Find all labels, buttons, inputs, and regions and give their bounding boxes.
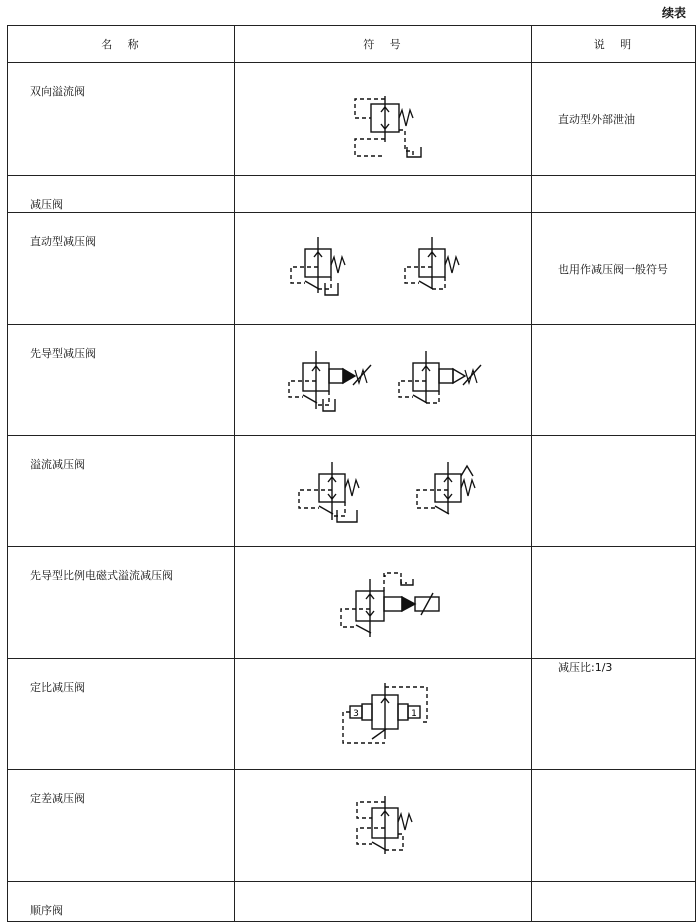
row-note: [532, 436, 696, 547]
symbol-cell: [235, 176, 532, 213]
direct-reducing-valve-symbols: [235, 213, 532, 324]
differential-reducing-valve-symbol: [235, 770, 532, 881]
symbol-table: [7, 25, 696, 922]
table-row: [8, 770, 696, 882]
row-name: 定差减压阀: [8, 770, 235, 882]
continued-table-label: 续表: [661, 6, 686, 20]
row-name: 溢流减压阀: [8, 436, 235, 547]
row-note: [532, 325, 696, 436]
header-name: 名 称: [8, 26, 235, 63]
symbol-cell: [235, 213, 532, 325]
row-note: [532, 176, 696, 213]
table-row: [8, 436, 696, 547]
two-way-relief-valve-symbol: [235, 63, 532, 175]
row-name: 双向溢流阀: [8, 63, 235, 176]
row-note: 减压比:1/3: [532, 659, 696, 770]
table-row: [8, 63, 696, 176]
table-header-row: [8, 26, 696, 63]
symbol-cell: [235, 547, 532, 659]
table-row: [8, 213, 696, 325]
symbol-cell: [235, 63, 532, 176]
row-note: 也用作减压阀一般符号: [532, 213, 696, 325]
row-name: 定比减压阀: [8, 659, 235, 770]
row-note: [532, 882, 696, 922]
header-symbol: 符 号: [235, 26, 532, 63]
row-name: 先导型减压阀: [8, 325, 235, 436]
symbol-cell: [235, 882, 532, 922]
table-row: [8, 547, 696, 659]
row-note: 直动型外部泄油: [532, 63, 696, 176]
table-row: [8, 176, 696, 213]
row-note: [532, 770, 696, 882]
table-row: [8, 325, 696, 436]
table-row: [8, 882, 696, 922]
symbol-cell: [235, 325, 532, 436]
pilot-reducing-valve-symbols: [235, 325, 532, 435]
relief-reducing-valve-symbols: [235, 436, 532, 546]
symbol-cell: [235, 436, 532, 547]
ratio-label-1: 1: [411, 709, 417, 719]
row-name: 减压阀: [8, 176, 235, 213]
row-name: 直动型减压阀: [8, 213, 235, 325]
row-name: 先导型比例电磁式溢流减压阀: [8, 547, 235, 659]
pilot-proportional-solenoid-relief-reducing-valve-symbol: [235, 547, 532, 658]
symbol-cell: [235, 770, 532, 882]
row-name: 顺序阀: [8, 882, 235, 922]
row-note: [532, 547, 696, 659]
table-row: [8, 659, 696, 770]
header-note: 说 明: [532, 26, 696, 63]
ratio-label-3: 3: [353, 709, 359, 719]
proportional-reducing-valve-symbol: [235, 659, 532, 769]
symbol-cell: [235, 659, 532, 770]
